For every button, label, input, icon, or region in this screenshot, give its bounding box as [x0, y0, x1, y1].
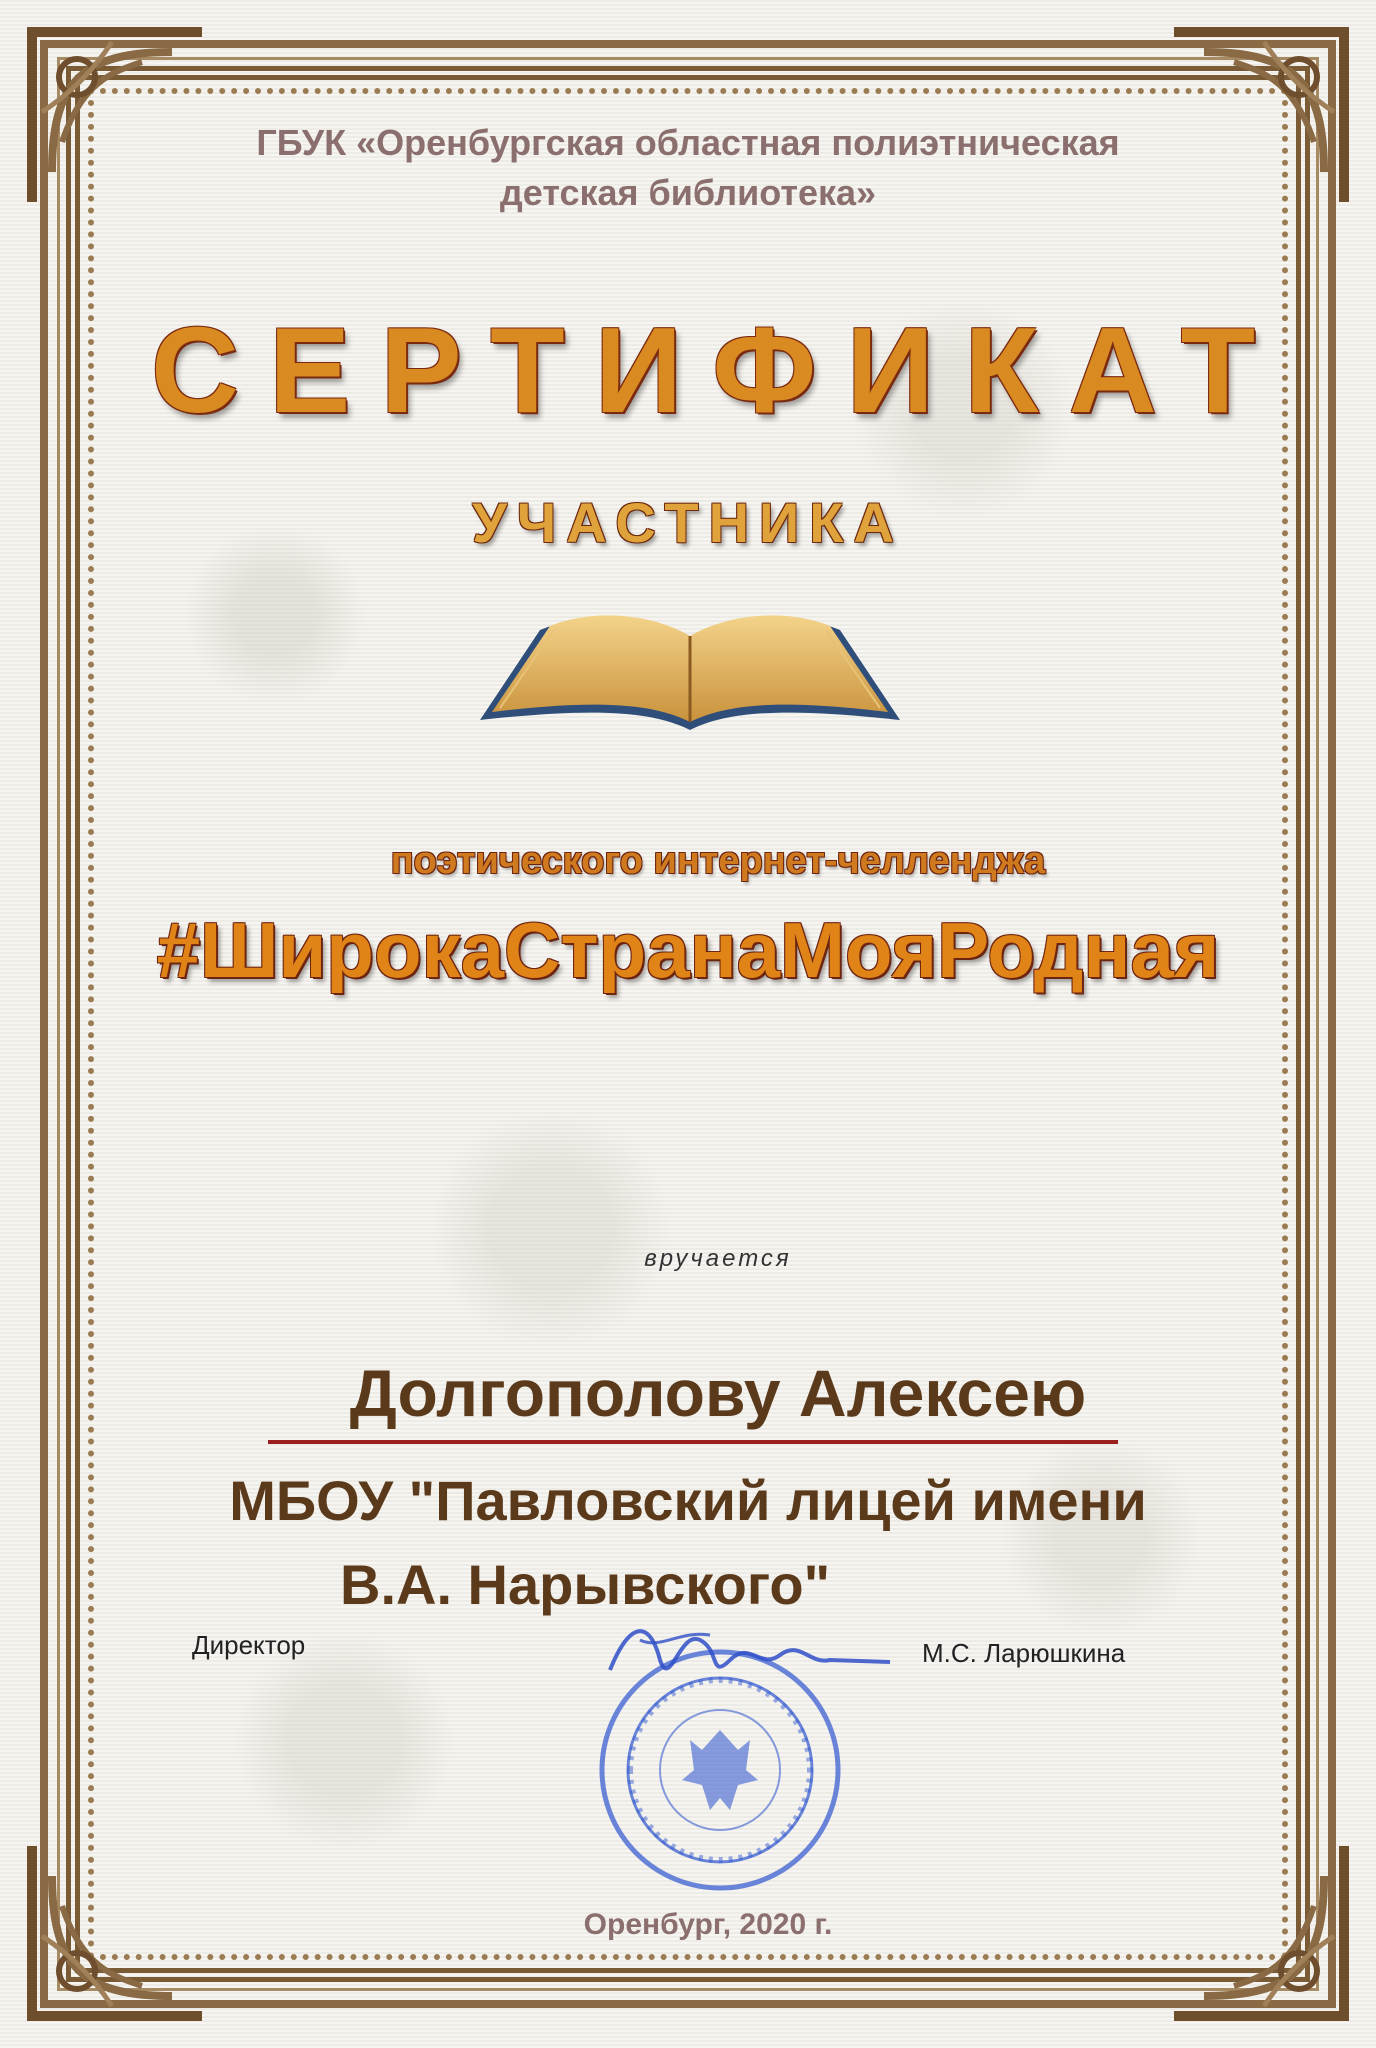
event-description: поэтического интернет-челленджа — [390, 840, 1046, 882]
certificate-title: СЕРТИФИКАТ — [150, 302, 1286, 438]
recipient-name: Долгополову Алексею — [349, 1356, 1087, 1430]
recipient-school-line-2: В.А. Нарывского" — [340, 1553, 831, 1616]
signer-name: М.С. Ларюшкина — [922, 1638, 1126, 1668]
organization-line-1: ГБУК «Оренбургская областная полиэтническая — [256, 122, 1120, 163]
place-and-year: Оренбург, 2020 г. — [583, 1908, 833, 1941]
awarded-label: вручается — [644, 1245, 792, 1272]
recipient-school-line-1: МБОУ "Павловский лицей имени — [229, 1469, 1147, 1532]
handwritten-signature — [600, 1610, 900, 1700]
recipient-name-underline — [268, 1440, 1118, 1444]
organization-line-2: детская библиотека» — [499, 172, 877, 213]
event-hashtag: #ШирокаСтранаМояРодная — [156, 906, 1220, 994]
open-book-icon — [470, 600, 910, 740]
signer-role: Директор — [192, 1630, 306, 1660]
organization-name — [0, 118, 1376, 218]
certificate-subtitle: УЧАСТНИКА — [472, 491, 904, 554]
